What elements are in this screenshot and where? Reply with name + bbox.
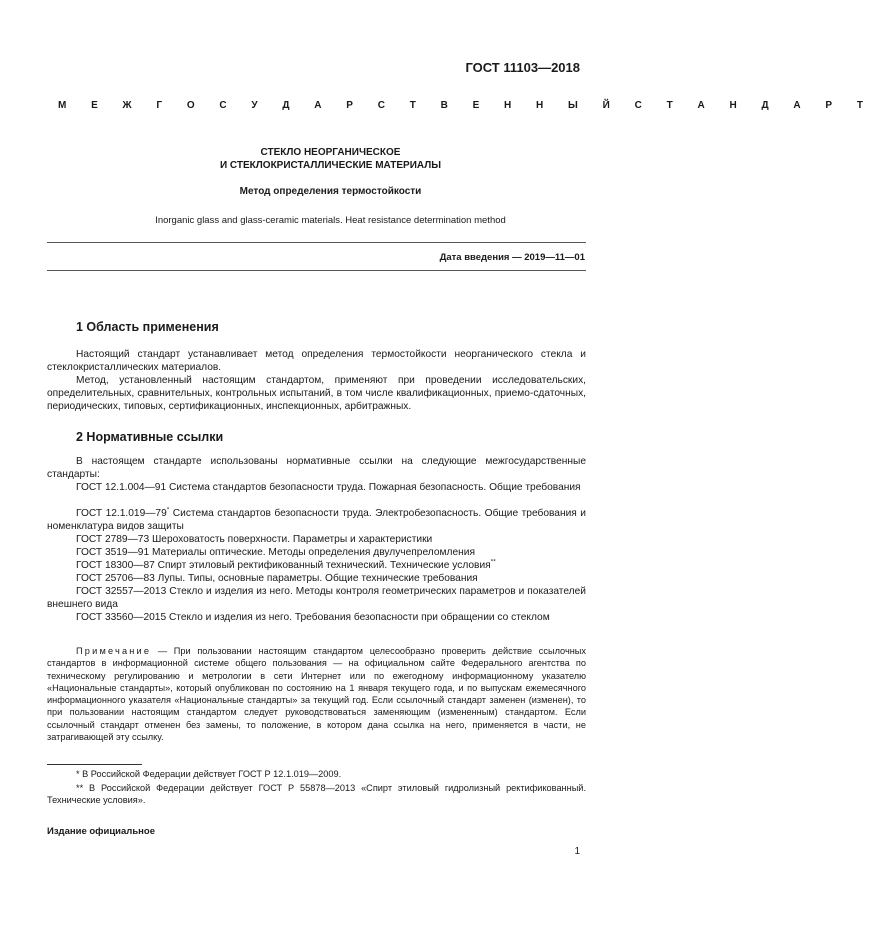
page-number: 1 — [574, 846, 580, 857]
reference-item: ГОСТ 33560—2015 Стекло и изделия из него. Требования безопасности при обращении со стеклом — [76, 612, 550, 623]
reference-code: ГОСТ 12.1.019—79 — [76, 508, 167, 519]
standard-type: М Е Ж Г О С У Д А Р С Т В Е Н Н Ы Й С Т А Н Д А Р Т — [58, 100, 874, 111]
official-edition-label: Издание официальное — [47, 826, 155, 837]
footnote-2: ** В Российской Федерации действует ГОСТ Р 55878—2013 «Спирт этиловый гидролизный ректификованный. Технические условия». — [47, 783, 586, 806]
divider-bottom — [47, 270, 586, 271]
reference-item: ГОСТ 2789—73 Шероховатость поверхности. Параметры и характеристики — [76, 534, 433, 545]
footnote-marker: ** — [490, 558, 496, 566]
title-line-2: И СТЕКЛОКРИСТАЛЛИЧЕСКИЕ МАТЕРИАЛЫ — [219, 160, 442, 171]
reference-item: ГОСТ 3519—91 Материалы оптические. Методы определения двулучепреломления — [76, 547, 475, 558]
document-code: ГОСТ 11103—2018 — [465, 60, 580, 75]
title-line-1: СТЕКЛО НЕОРГАНИЧЕСКОЕ — [260, 147, 401, 158]
footnote-marker: * — [166, 506, 170, 514]
reference-item: ГОСТ 32557—2013 Стекло и изделия из него. Методы контроля геометрических параметров и показателей внешнего вида — [47, 586, 586, 610]
section-2-intro: В настоящем стандарте использованы нормативные ссылки на следующие межгосударственные стандарты: — [47, 456, 586, 480]
note-block — [47, 645, 586, 743]
footnote-divider — [47, 764, 142, 765]
section-1-paragraph-2: Метод, установленный настоящим стандартом, применяют при проведении исследовательских, определительных, сравнительных, контрольных испытаний, в том числе квалификационных, приемо-сдаточных, периодических, типовых, сертификационных, инспекционных, арбитражных. — [47, 375, 586, 412]
reference-text: ГОСТ 18300—87 Спирт этиловый ректификованный технический. Технические условия — [76, 560, 491, 571]
method-title: Метод определения термостойкости — [239, 186, 422, 197]
footnote-1: * В Российской Федерации действует ГОСТ Р 12.1.019—2009. — [76, 769, 342, 779]
reference-title: Система стандартов безопасности труда. Электробезопасность. Общие требования и номенклатура видов защиты — [47, 508, 586, 532]
reference-item — [47, 507, 586, 533]
divider-top — [47, 242, 586, 243]
reference-item: ГОСТ 25706—83 Лупы. Типы, основные параметры. Общие технические требования — [76, 573, 478, 584]
reference-item — [47, 559, 586, 572]
intro-date: Дата введения — 2019—11—01 — [439, 252, 585, 263]
note-label: Примечание — [76, 646, 152, 656]
section-2-heading: 2 Нормативные ссылки — [76, 430, 224, 444]
reference-item: ГОСТ 12.1.004—91 Система стандартов безопасности труда. Пожарная безопасность. Общие требования — [76, 482, 581, 493]
note-text: — При пользовании настоящим стандартом целесообразно проверить действие ссылочных стандартов в информационной системе общего пользования — на официальном сайте Федерального агентства по техническому регулированию и метрологии в сети Интернет или по ежегодному информационному указателю «Национальные стандарты», который опубликован по состоянию на 1 января текущего года, и по выпускам ежемесячного информационного указателя «Национальные стандарты» за текущий год. Если ссылочный стандарт заменен (изменен), то при пользовании настоящим стандартом следует руководствоваться заменяющим (измененным) стандартом. Если ссылочный стандарт отменен без замены, то положение, в котором дана ссылка на него, применяется в части, не затрагивающей эту ссылку. — [47, 646, 586, 743]
english-title: Inorganic glass and glass-ceramic materials. Heat resistance determination method — [155, 215, 506, 226]
section-1-paragraph-1: Настоящий стандарт устанавливает метод определения термостойкости неорганического стекла и стеклокристаллических материалов. — [47, 349, 586, 373]
section-1-heading: 1 Область применения — [76, 320, 219, 334]
